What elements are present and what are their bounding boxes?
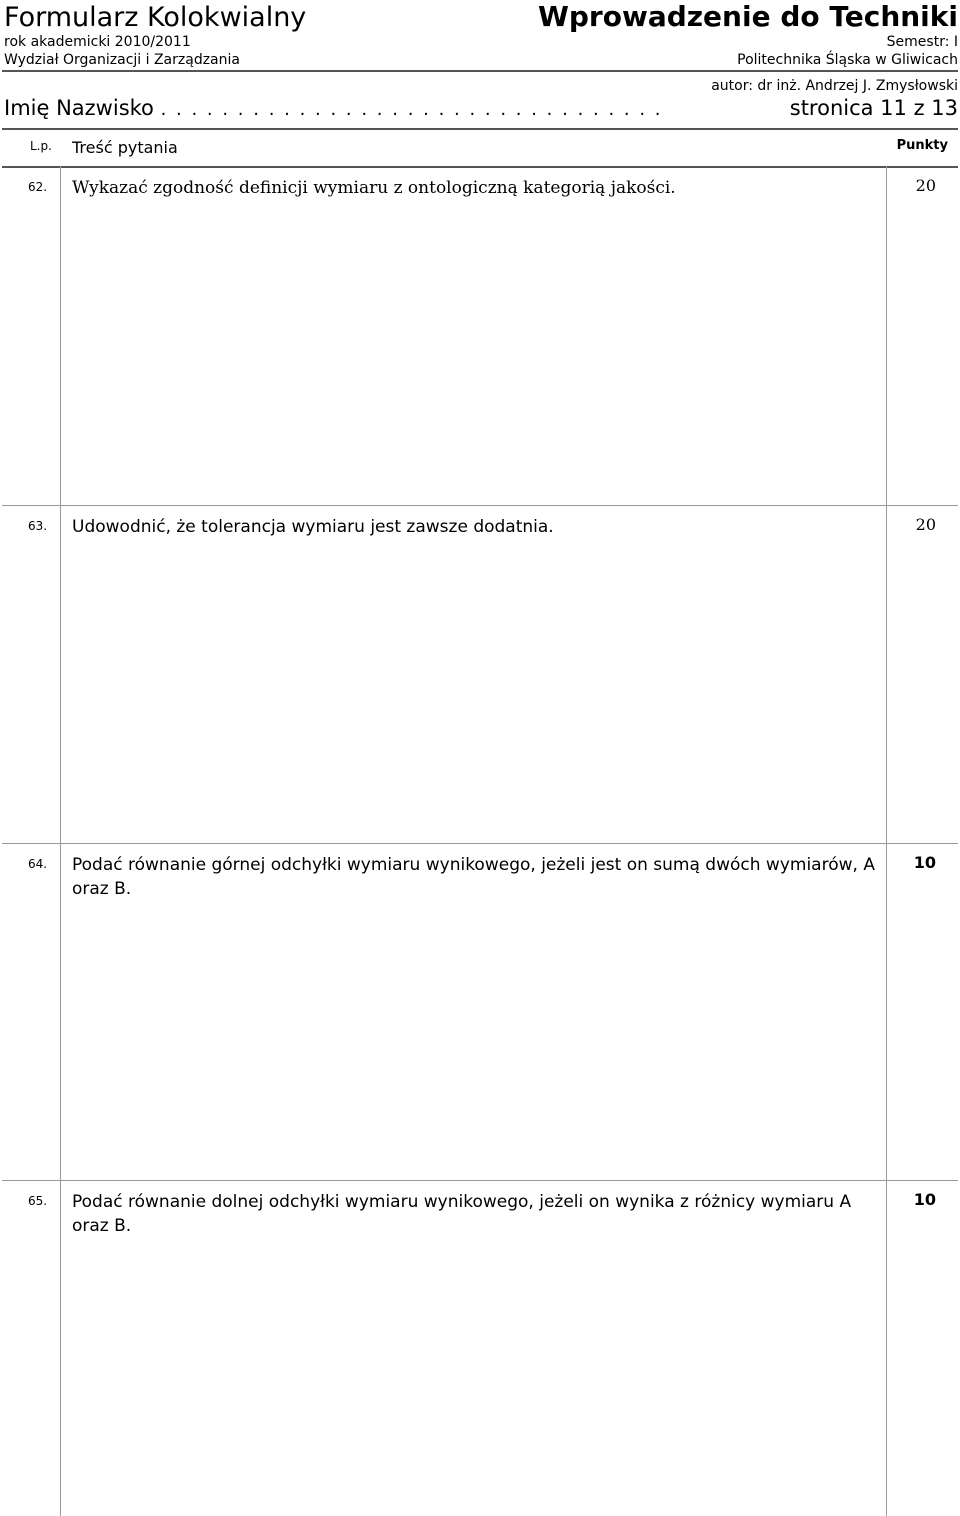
faculty-row: [4, 52, 958, 68]
name-label: Imię Nazwisko: [4, 96, 154, 120]
column-header: [0, 134, 960, 166]
question-number: 64.: [28, 857, 48, 871]
title-row: [4, 0, 958, 33]
question-text: Podać równanie górnej odchyłki wymiaru wynikowego, jeżeli jest on sumą dwóch wymiarów, A oraz B.: [72, 855, 875, 899]
col-points: Punkty: [896, 138, 948, 153]
header-divider: [2, 70, 958, 72]
university: Politechnika Śląska w Gliwicach: [737, 52, 958, 68]
question-text: Podać równanie dolnej odchyłki wymiaru wynikowego, jeżeli on wynika z różnicy wymiaru A oraz B.: [72, 1192, 852, 1236]
col-lp: L.p.: [30, 139, 52, 153]
question-points: 10: [913, 853, 936, 872]
question-divider: [2, 505, 958, 506]
question-number: 62.: [28, 180, 48, 194]
form-title: Formularz Kolokwialny: [4, 2, 307, 33]
question-divider: [2, 843, 958, 844]
page-info: stronica 11 z 13: [789, 96, 958, 120]
author-row: [4, 78, 958, 94]
semester: Semestr: I: [886, 34, 958, 50]
name-row: [4, 96, 958, 120]
academic-year: rok akademicki 2010/2011: [4, 34, 191, 50]
question-points: 20: [915, 515, 936, 534]
column-header-divider: [2, 166, 958, 168]
column-divider-lp: [60, 166, 61, 1516]
name-dots: . . . . . . . . . . . . . . . . . . . . . . . . . . . . . . . . .: [160, 99, 663, 120]
question-points: 20: [915, 176, 936, 195]
question-points: 10: [913, 1190, 936, 1209]
column-divider-points: [886, 166, 887, 1516]
year-row: [4, 34, 958, 50]
author: autor: dr inż. Andrzej J. Zmysłowski: [711, 78, 958, 94]
question-number: 65.: [28, 1194, 48, 1208]
question-divider: [2, 1180, 958, 1181]
question-number: 63.: [28, 519, 48, 533]
faculty: Wydział Organizacji i Zarządzania: [4, 52, 240, 68]
col-content: Treść pytania: [72, 138, 178, 157]
course-title: Wprowadzenie do Techniki: [537, 0, 958, 33]
name-divider: [2, 128, 958, 130]
question-text: Wykazać zgodność definicji wymiaru z ontologiczną kategorią jakości.: [72, 178, 676, 198]
question-text: Udowodnić, że tolerancja wymiaru jest zawsze dodatnia.: [72, 517, 554, 537]
